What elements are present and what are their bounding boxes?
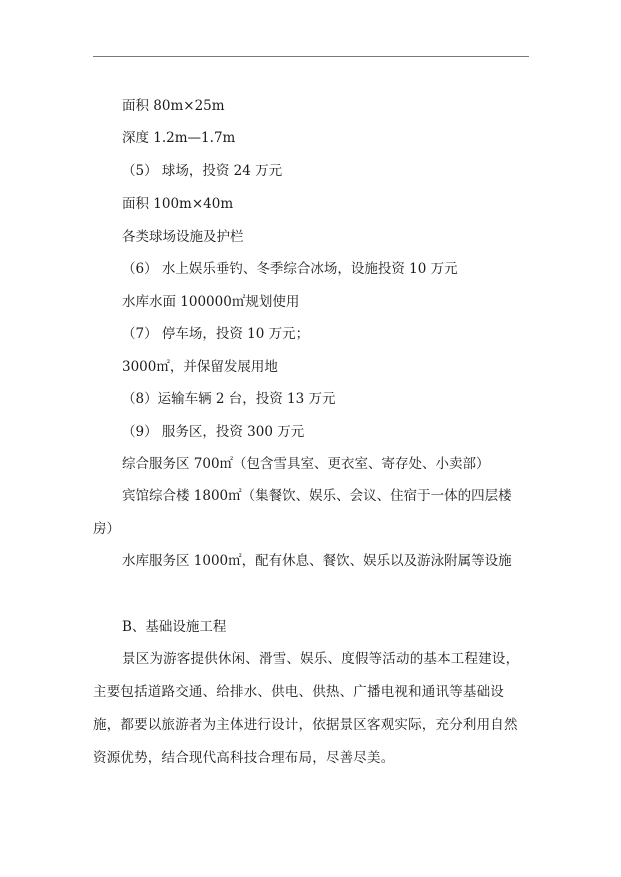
text-line: （7） 停车场，投资 10 万元； [122, 326, 310, 342]
text-line: 各类球场设施及护栏 [122, 229, 244, 245]
header-rule [93, 56, 529, 57]
text-line: （9） 服务区，投资 300 万元 [122, 424, 305, 440]
text-line: （5） 球场，投资 24 万元 [122, 163, 283, 179]
text-line: 深度 1.2m—1.7m [122, 130, 236, 146]
text-line: 面积 80m×25m [122, 98, 225, 114]
paragraph-infrastructure: 景区为游客提供休闲、滑雪、娱乐、度假等活动的基本工程建设，主要包括道路交通、给排水、供电、供热、广播电视和通讯等基础设施，都要以旅游者为主体进行设计，依据景区客观实际，充分利用自然资源优势，结合现代高科技合理布局，尽善尽美。 [93, 651, 520, 766]
paragraph-reservoir: 水库服务区 1000㎡，配有休息、餐饮、娱乐以及游泳附属等设施 [122, 553, 512, 569]
text-line: （8）运输车辆 2 台，投资 13 万元 [122, 391, 336, 407]
text-line: （6） 水上娱乐垂钓、冬季综合冰场，设施投资 10 万元 [122, 261, 458, 277]
section-title: B、基础设施工程 [122, 619, 227, 635]
text-line: 水库水面 100000㎡规划使用 [122, 294, 300, 310]
text-line: 3000㎡，并保留发展用地 [122, 359, 278, 375]
text-line: 面积 100m×40m [122, 196, 234, 212]
paragraph-hotel: 宾馆综合楼 1800㎡（集餐饮、娱乐、会议、住宿于一体的四层楼房） [93, 488, 512, 537]
text-line: 综合服务区 700㎡（包含雪具室、更衣室、寄存处、小卖部） [122, 456, 490, 472]
